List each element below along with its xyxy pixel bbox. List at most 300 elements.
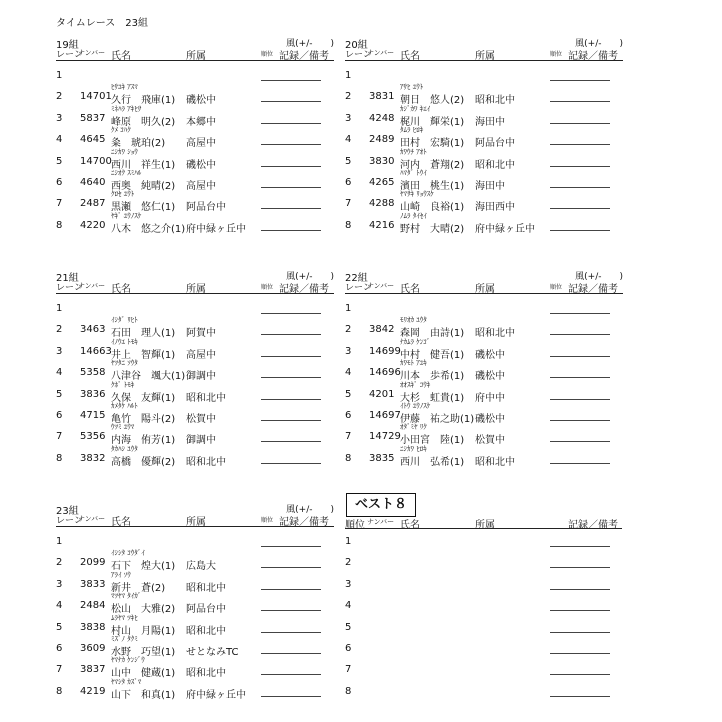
lane-row — [56, 212, 334, 233]
bib-number: 3609 — [80, 643, 106, 654]
name-kana: ｶﾜｳﾁ ｱｵﾄ — [400, 147, 427, 156]
header-rule — [56, 60, 334, 61]
name-kana: ﾏﾂﾔﾏ ﾀｲｶﾞ — [111, 592, 142, 601]
lane-number: 8 — [345, 452, 352, 464]
lane-number: 4 — [56, 134, 63, 146]
bib-number: 14699 — [369, 345, 401, 357]
record-line — [261, 674, 321, 675]
rank-header: 順位 — [261, 51, 274, 58]
header-rule — [345, 293, 623, 294]
lane-row — [56, 295, 334, 316]
heat-block — [345, 36, 623, 236]
name-header: 氏名 — [111, 284, 131, 295]
athlete-affiliation: 昭和北中 — [475, 159, 515, 171]
heat-block — [345, 269, 623, 469]
lane-number: 3 — [345, 345, 352, 357]
lane-number: 8 — [56, 219, 63, 231]
athlete-affiliation: 昭和北中 — [475, 95, 515, 107]
name-kana: ｸﾛｾ ﾕｳﾄ — [111, 190, 135, 199]
number-header: ナンバー — [367, 49, 395, 57]
athlete-name: 久行 飛庫(1) — [111, 95, 176, 107]
name-kana: ｸﾒ ｺﾊｸ — [111, 126, 131, 135]
record-line — [261, 208, 321, 209]
wind-label: 風(+/- ) — [286, 39, 334, 49]
best8-header — [345, 516, 623, 531]
name-kana: ｱﾗｲ ｿｳ — [111, 570, 131, 579]
name-kana: ｸﾎﾞ ﾄﾓｷ — [111, 380, 135, 389]
athlete-name: 中村 健吾(1) — [400, 349, 465, 361]
lane-number: 1 — [56, 303, 63, 314]
record-line — [550, 208, 610, 209]
name-kana: ｲﾉｳｴ ﾄﾓｷ — [111, 337, 138, 346]
name-header: 氏名 — [400, 520, 420, 531]
lane-number: 7 — [56, 664, 63, 676]
name-kana: ﾊﾏﾀﾞ ﾄｳｲ — [400, 169, 427, 177]
bib-number: 4645 — [80, 134, 106, 146]
wind-label: 風(+/- ) — [575, 272, 623, 282]
best8-row — [345, 592, 623, 613]
affiliation-header: 所属 — [186, 284, 206, 295]
athlete-name: 小田宮 陸(1) — [400, 435, 465, 447]
bib-number: 3830 — [369, 155, 395, 167]
record-line — [261, 166, 321, 167]
record-line — [550, 653, 610, 654]
best8-row — [345, 571, 623, 592]
lane-number: 1 — [56, 70, 63, 81]
athlete-affiliation: 昭和北中 — [475, 456, 515, 468]
athlete-affiliation: 磯松中 — [186, 95, 216, 107]
wind-label: 風(+/- ) — [286, 505, 334, 515]
lane-header: レーン — [56, 283, 83, 293]
athlete-name: 濱田 桃生(1) — [400, 181, 465, 192]
name-kana: ﾉﾑﾗ ﾀｲｾｲ — [400, 211, 427, 220]
lane-row — [56, 169, 334, 190]
lane-header: レーン — [56, 516, 83, 526]
record-line — [261, 610, 321, 611]
record-line — [550, 187, 610, 188]
athlete-affiliation: 広島大 — [186, 561, 216, 573]
record-line — [261, 420, 321, 421]
lane-header: レーン — [56, 50, 83, 60]
lane-row — [345, 359, 623, 383]
number-header: ナンバー — [78, 49, 106, 57]
name-kana: ﾀｶﾊｼ ﾕｳﾀ — [111, 444, 138, 453]
bib-number: 3833 — [80, 578, 106, 590]
name-kana: ﾐｽﾞﾉ ﾀｸﾐ — [111, 635, 138, 643]
best8-row — [345, 635, 623, 656]
name-header: 氏名 — [400, 51, 420, 62]
heat-block — [56, 36, 334, 236]
bib-number: 3838 — [80, 621, 106, 633]
record-line — [261, 80, 321, 81]
athlete-affiliation: 昭和北中 — [186, 668, 226, 680]
lane-number: 5 — [56, 621, 63, 633]
athlete-affiliation: 阿品台中 — [186, 604, 226, 616]
athlete-affiliation: 昭和北中 — [186, 392, 226, 404]
athlete-name: 川本 歩希(1) — [400, 371, 465, 383]
record-line — [261, 123, 321, 124]
athlete-affiliation: 御調中 — [186, 435, 216, 447]
name-kana: ﾔﾏｻｷ ﾘｮｳｽｹ — [400, 190, 434, 199]
rank-header: 順位 — [261, 517, 274, 524]
name-kana: ﾔﾏｼﾀ ｶｽﾞﾏ — [111, 677, 142, 686]
record-line — [550, 313, 610, 314]
best8-row — [345, 656, 623, 677]
athlete-affiliation: 磯松中 — [475, 414, 505, 425]
lane-number: 2 — [56, 324, 63, 336]
lane-number: 2 — [345, 91, 352, 103]
record-line — [261, 653, 321, 654]
lane-number: 4 — [345, 134, 352, 146]
bib-number: 5837 — [80, 112, 106, 124]
lane-row — [56, 359, 334, 383]
lane-row — [345, 105, 623, 126]
lane-row — [56, 445, 334, 466]
header-rule — [56, 293, 334, 294]
bib-number: 4715 — [80, 410, 106, 421]
lane-number: 5 — [345, 155, 352, 167]
name-kana: ｲﾄｳ ﾕｳﾉｽｹ — [400, 402, 431, 410]
lane-number: 3 — [56, 345, 63, 357]
bib-number: 4201 — [369, 388, 395, 400]
bib-number: 3836 — [80, 388, 106, 400]
best8-row — [345, 549, 623, 570]
lane-number: 3 — [56, 112, 63, 124]
lane-row — [345, 126, 623, 150]
athlete-name: 森岡 由詩(1) — [400, 328, 465, 340]
athlete-name: 井上 智輝(1) — [111, 349, 176, 361]
name-kana: ｶﾜﾓﾄ ｱﾕｷ — [400, 359, 427, 368]
lane-row — [56, 592, 334, 616]
name-kana: ﾔｷﾞ ﾕｳﾉｽｹ — [111, 211, 142, 220]
athlete-affiliation: 磯松中 — [475, 371, 505, 383]
best8-rank: 6 — [345, 643, 352, 654]
lane-row — [345, 62, 623, 83]
record-line — [261, 187, 321, 188]
athlete-name: 内海 侑芳(1) — [111, 435, 176, 447]
lane-number: 5 — [56, 155, 63, 167]
affiliation-header: 所属 — [475, 520, 495, 531]
athlete-name: 石下 煌大(1) — [111, 561, 176, 573]
lane-number: 1 — [56, 536, 63, 547]
record-line — [550, 123, 610, 124]
best8-rank: 8 — [345, 685, 352, 697]
lane-row — [56, 62, 334, 83]
name-header: 氏名 — [400, 284, 420, 295]
record-line — [550, 420, 610, 421]
rank-header: 順位 — [550, 284, 563, 291]
athlete-name: 西奥 純晴(2) — [111, 181, 176, 192]
record-line — [261, 144, 321, 145]
athlete-affiliation: 御調中 — [186, 371, 216, 383]
athlete-name: 河内 蒼翔(2) — [400, 159, 465, 171]
lane-header: レーン — [345, 283, 372, 293]
name-kana: ﾑﾗﾔﾏ ﾂｷﾋ — [111, 613, 138, 622]
athlete-affiliation: 松賀中 — [186, 414, 216, 425]
heat-name: 23組 — [56, 506, 79, 517]
athlete-affiliation: 府中緑ヶ丘中 — [475, 223, 535, 235]
record-line — [550, 674, 610, 675]
record-line — [550, 356, 610, 357]
page-title: タイムレース 23組 — [56, 18, 149, 29]
bib-number: 4640 — [80, 177, 106, 188]
athlete-affiliation: 海田西中 — [475, 202, 515, 214]
record-line — [550, 144, 610, 145]
heat-name: 19組 — [56, 40, 79, 51]
lane-number: 6 — [345, 177, 352, 188]
athlete-affiliation: 昭和北中 — [186, 582, 226, 594]
bib-number: 2099 — [80, 557, 106, 569]
bib-number: 3842 — [369, 324, 395, 336]
athlete-name: 朝日 悠人(2) — [400, 95, 465, 107]
bib-number: 2489 — [369, 134, 395, 146]
affiliation-header: 所属 — [475, 51, 495, 62]
name-header: 氏名 — [111, 517, 131, 528]
record-line — [550, 441, 610, 442]
lane-row — [56, 528, 334, 549]
best8-title: ベスト８ — [346, 493, 416, 517]
heat-name: 22組 — [345, 273, 368, 284]
lane-number: 8 — [56, 685, 63, 697]
lane-row — [345, 445, 623, 466]
name-kana: ﾆｼｵｸ ｽﾐﾊﾙ — [111, 169, 142, 177]
lane-row — [345, 148, 623, 169]
lane-row — [345, 423, 623, 447]
athlete-name: 峰原 明久(2) — [111, 116, 176, 128]
lane-number: 3 — [56, 578, 63, 590]
lane-row — [345, 169, 623, 190]
lane-number: 6 — [56, 177, 63, 188]
bib-number: 3832 — [80, 452, 106, 464]
athlete-affiliation: 府中緑ヶ丘中 — [186, 223, 246, 235]
lane-row — [56, 614, 334, 635]
best8-row — [345, 528, 623, 549]
rank-header: 順位 — [550, 51, 563, 58]
athlete-name: 西川 弘希(1) — [400, 456, 465, 468]
heat-name: 21組 — [56, 273, 79, 284]
record-line — [261, 399, 321, 400]
athlete-affiliation: 府中緑ヶ丘中 — [186, 689, 246, 701]
lane-row — [345, 190, 623, 214]
athlete-name: 田村 宏騎(1) — [400, 138, 465, 150]
record-line — [261, 313, 321, 314]
record-line — [261, 546, 321, 547]
lane-row — [56, 678, 334, 699]
athlete-name: 水野 巧望(1) — [111, 647, 176, 658]
bib-number: 3831 — [369, 91, 395, 103]
bib-number: 2487 — [80, 198, 106, 210]
lane-row — [56, 316, 334, 340]
bib-number: 4216 — [369, 219, 395, 231]
athlete-name: 粂 琥珀(2) — [111, 138, 166, 150]
lane-number: 2 — [345, 324, 352, 336]
athlete-name: 松山 大雅(2) — [111, 604, 176, 616]
athlete-affiliation: せとなみTC — [186, 647, 239, 658]
name-kana: ｲｼｼﾀ ｺｳﾀﾞｲ — [111, 549, 145, 558]
name-kana: ﾔﾂﾀﾆ ｿｳﾀ — [111, 359, 138, 368]
athlete-affiliation: 高屋中 — [186, 181, 216, 192]
lane-number: 1 — [345, 70, 352, 81]
bib-number: 14729 — [369, 431, 401, 443]
record-line — [550, 610, 610, 611]
athlete-affiliation: 阿品台中 — [475, 138, 515, 150]
lane-number: 6 — [345, 410, 352, 421]
lane-number: 7 — [345, 431, 352, 443]
lane-row — [345, 338, 623, 359]
best8-row — [345, 614, 623, 635]
record-line — [261, 696, 321, 697]
record-line — [261, 441, 321, 442]
athlete-name: 黒瀬 悠仁(1) — [111, 202, 176, 214]
best8-row — [345, 678, 623, 699]
athlete-affiliation: 昭和北中 — [186, 625, 226, 637]
record-header: 記録／備考 — [279, 517, 329, 528]
name-header: 氏名 — [111, 51, 131, 62]
rank-header: 順位 — [261, 284, 274, 291]
athlete-name: 八木 悠之介(1) — [111, 223, 186, 235]
bib-number: 3463 — [80, 324, 106, 336]
lane-number: 7 — [345, 198, 352, 210]
bib-number: 14700 — [80, 155, 112, 167]
bib-number: 3837 — [80, 664, 106, 676]
best8-rank: 7 — [345, 664, 352, 676]
name-kana: ﾐﾈﾊﾗ ｱｷﾋｻ — [111, 104, 142, 113]
lane-number: 4 — [56, 600, 63, 612]
lane-row — [345, 212, 623, 233]
athlete-name: 久保 友輝(1) — [111, 392, 176, 404]
bib-number: 14701 — [80, 91, 112, 103]
record-header: 記録／備考 — [279, 51, 329, 62]
rank-header: 順位 — [345, 520, 365, 531]
number-header: ナンバー — [367, 518, 395, 526]
lane-number: 5 — [345, 388, 352, 400]
number-header: ナンバー — [78, 515, 106, 523]
lane-row — [56, 126, 334, 150]
record-line — [261, 101, 321, 102]
header-rule — [345, 60, 623, 61]
athlete-name: 山下 和真(1) — [111, 689, 176, 701]
athlete-affiliation: 海田中 — [475, 116, 505, 128]
athlete-name: 八津谷 颯大(1) — [111, 371, 186, 383]
record-line — [550, 399, 610, 400]
lane-number: 8 — [345, 219, 352, 231]
athlete-name: 亀竹 陽斗(2) — [111, 414, 176, 425]
record-line — [550, 80, 610, 81]
lane-number: 7 — [56, 431, 63, 443]
athlete-name: 高橋 優輝(2) — [111, 456, 176, 468]
athlete-name: 山中 健蔵(1) — [111, 668, 176, 680]
record-header: 記録／備考 — [568, 520, 618, 531]
lane-row — [345, 402, 623, 423]
heat-block — [56, 502, 334, 702]
heat-name: 20組 — [345, 40, 368, 51]
bib-number: 5358 — [80, 367, 106, 379]
name-kana: ﾆｼｶﾜ ｼｮｳ — [111, 147, 138, 156]
lane-row — [56, 423, 334, 447]
wind-label: 風(+/- ) — [575, 39, 623, 49]
athlete-affiliation: 磯松中 — [186, 159, 216, 171]
lane-row — [56, 656, 334, 680]
athlete-name: 新井 蒼(2) — [111, 582, 166, 594]
athlete-affiliation: 府中中 — [475, 392, 505, 404]
athlete-name: 大杉 虹貴(1) — [400, 392, 465, 404]
athlete-name: 村山 月陽(1) — [111, 625, 176, 637]
lane-row — [56, 83, 334, 107]
record-line — [261, 463, 321, 464]
name-kana: ﾀﾑﾗ ﾋﾛｷ — [400, 126, 424, 135]
record-line — [261, 356, 321, 357]
record-line — [550, 546, 610, 547]
bib-number: 2484 — [80, 600, 106, 612]
number-header: ナンバー — [367, 282, 395, 290]
lane-number: 1 — [345, 303, 352, 314]
record-header: 記録／備考 — [568, 284, 618, 295]
record-header: 記録／備考 — [279, 284, 329, 295]
lane-number: 7 — [56, 198, 63, 210]
best8-rank: 3 — [345, 578, 352, 590]
bib-number: 4248 — [369, 112, 395, 124]
lane-row — [56, 571, 334, 592]
record-line — [261, 377, 321, 378]
header-rule — [56, 526, 334, 527]
name-kana: ｶﾒﾀｹ ﾊﾙﾄ — [111, 402, 138, 410]
best8-rank: 5 — [345, 621, 352, 633]
athlete-affiliation: 昭和北中 — [475, 328, 515, 340]
lane-row — [56, 105, 334, 126]
lane-row — [56, 381, 334, 402]
lane-number: 6 — [56, 410, 63, 421]
record-line — [550, 463, 610, 464]
name-kana: ｳﾂﾐ ﾕｳﾏ — [111, 423, 135, 432]
heat-block — [56, 269, 334, 469]
lane-number: 2 — [56, 557, 63, 569]
bib-number: 14696 — [369, 367, 401, 379]
bib-number: 4265 — [369, 177, 395, 188]
lane-number: 6 — [56, 643, 63, 654]
athlete-name: 山崎 良裕(1) — [400, 202, 465, 214]
record-line — [550, 230, 610, 231]
athlete-affiliation: 磯松中 — [475, 349, 505, 361]
name-kana: ｵﾀﾞﾐﾔ ﾘｸ — [400, 423, 427, 432]
record-line — [550, 377, 610, 378]
lane-number: 4 — [56, 367, 63, 379]
lane-number: 8 — [56, 452, 63, 464]
name-kana: ｲｼﾀﾞ ﾘﾋﾄ — [111, 316, 138, 325]
record-line — [261, 567, 321, 568]
best8-rank: 2 — [345, 557, 352, 569]
lane-number: 2 — [56, 91, 63, 103]
lane-row — [56, 338, 334, 359]
lane-row — [345, 316, 623, 340]
lane-number: 5 — [56, 388, 63, 400]
number-header: ナンバー — [78, 282, 106, 290]
athlete-name: 西川 祥生(1) — [111, 159, 176, 171]
record-line — [550, 696, 610, 697]
record-line — [550, 589, 610, 590]
athlete-affiliation: 海田中 — [475, 181, 505, 192]
affiliation-header: 所属 — [186, 51, 206, 62]
name-kana: ﾆｼｶﾜ ﾋﾛｷ — [400, 444, 427, 453]
athlete-affiliation: 高屋中 — [186, 138, 216, 150]
bib-number: 4288 — [369, 198, 395, 210]
record-line — [550, 567, 610, 568]
lane-row — [345, 381, 623, 402]
name-kana: ﾔﾏﾅｶ ｹﾝｼﾞｳ — [111, 656, 145, 665]
lane-row — [345, 295, 623, 316]
wind-label: 風(+/- ) — [286, 272, 334, 282]
name-kana: ﾓﾘｵｶ ﾕｳﾀ — [400, 316, 427, 325]
record-line — [550, 166, 610, 167]
